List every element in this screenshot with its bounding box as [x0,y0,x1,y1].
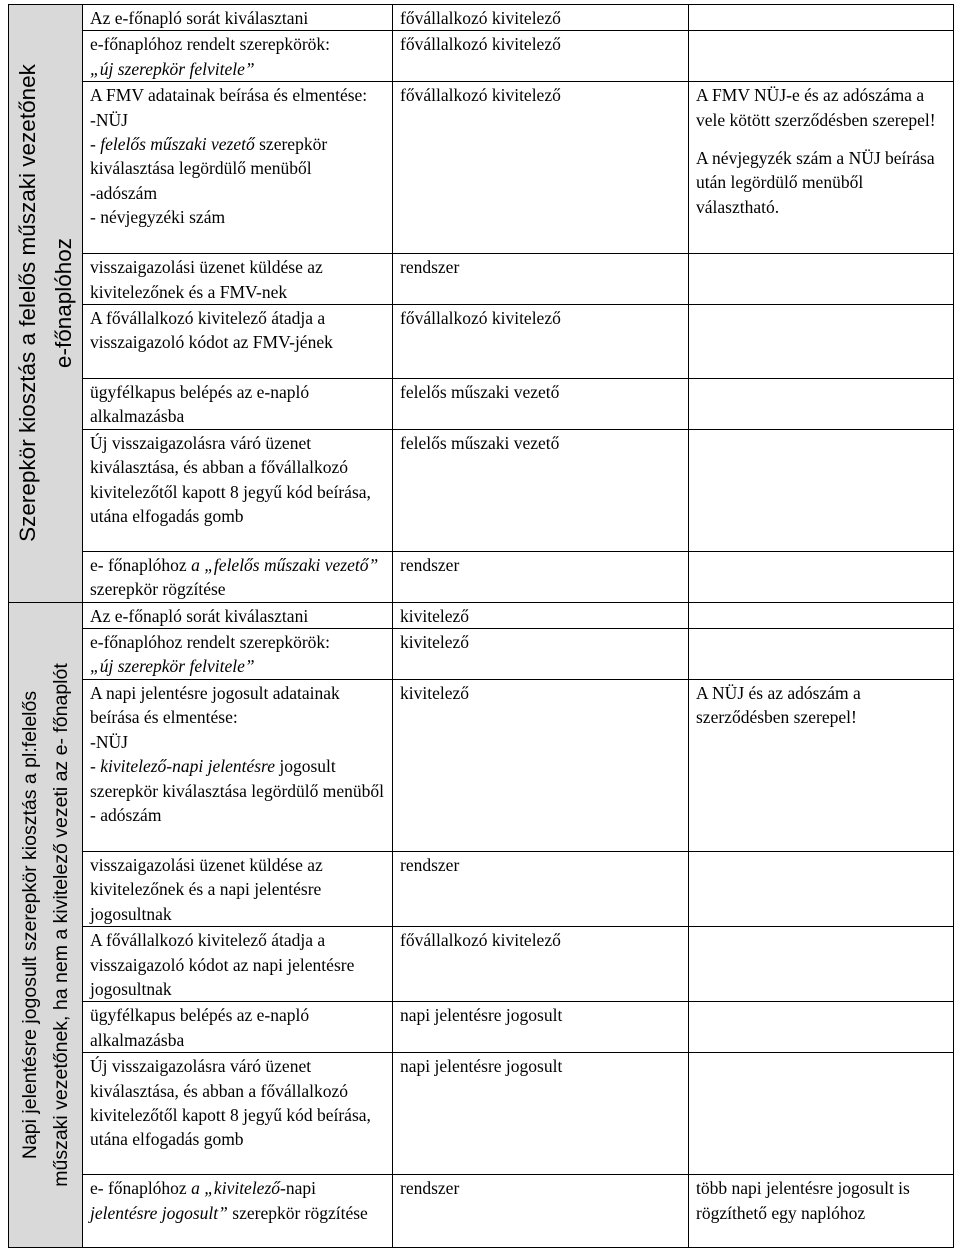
actor-cell: rendszer [393,254,689,305]
table-row [9,602,954,628]
table-row [9,379,954,430]
table-row [9,5,954,31]
actor-cell: fővállalkozó kivitelező [393,927,689,1002]
note-cell [689,305,954,379]
note-cell: A NÜJ és az adószám a szerződésben szerepel! [689,679,954,851]
step-cell: e-főnaplóhoz rendelt szerepkörök: „új szerepkör felvitele” [83,629,393,680]
section-title-cell [9,5,83,603]
table-row [9,551,954,602]
actor-cell: kivitelező [393,679,689,851]
actor-cell: kivitelező [393,629,689,680]
note-cell [689,1053,954,1175]
step-line-with-italic: - felelős műszaki vezető szerepkör kiválasztása legördülő menüből [90,134,328,179]
table-row [9,851,954,926]
step-cell: A fővállalkozó kivitelező átadja a visszaigazoló kódot az napi jelentésre jogosultnak [83,927,393,1002]
step-line-with-italic: e- főnaplóhoz a „kivitelező-napi jelentésre jogosult” szerepkör rögzítése [90,1178,368,1223]
note-cell [689,602,954,628]
step-cell: visszaigazolási üzenet küldése az kivitelezőnek és a napi jelentésre jogosultnak [83,851,393,926]
actor-cell: rendszer [393,851,689,926]
procedure-table [8,4,954,1248]
note-cell: A FMV NÜJ-e és az adószáma a vele kötött szerződésben szerepel! A névjegyzék szám a NÜJ beírása után legördülő menüből választható. [689,82,954,254]
step-cell: Az e-főnapló sorát kiválasztani [83,602,393,628]
note-cell [689,31,954,82]
actor-cell: felelős műszaki vezető [393,429,689,551]
section-title: Napi jelentésre jogosult szerepkör kiosztás a pl:felelős műszaki vezetőnek, ha nem a kivitelező vezeti az e- főnaplót [18,663,72,1187]
note-cell [689,629,954,680]
step-cell [83,1175,393,1248]
step-cell: visszaigazolási üzenet küldése az kivitelezőnek és a FMV-nek [83,254,393,305]
actor-cell: fővállalkozó kivitelező [393,31,689,82]
table-row [9,679,954,851]
table-row [9,82,954,254]
step-line-with-italic: e- főnaplóhoz a „felelős műszaki vezető” szerepkör rögzítése [90,554,379,600]
table-row [9,1053,954,1175]
note-cell [689,851,954,926]
actor-cell: fővállalkozó kivitelező [393,5,689,31]
step-cell: e-főnaplóhoz rendelt szerepkörök: „új szerepkör felvitele” [83,31,393,82]
table-row [9,1002,954,1053]
table-row [9,31,954,82]
section-title-cell [9,602,83,1247]
step-cell: Új visszaigazolásra váró üzenet kiválasztása, és abban a fővállalkozó kivitelezőtől kapott 8 jegyű kód beírása, utána elfogadás gomb [83,429,393,551]
table-row [9,629,954,680]
table-row [9,305,954,379]
section-title: Szerepkör kiosztás a felelős műszaki vezetőnek e-főnaplóhoz [14,64,76,543]
step-cell: A FMV adatainak beírása és elmentése: -NÜJ - felelős műszaki vezető szerepkör kiválasztása legördülő menüből -adószám - névjegyzéki szám [83,82,393,254]
note-cell [689,254,954,305]
step-cell: Az e-főnapló sorát kiválasztani [83,5,393,31]
actor-cell: felelős műszaki vezető [393,379,689,430]
step-line-with-italic: - kivitelező-napi jelentésre jogosult szerepkör kiválasztása legördülő menüből [90,756,384,801]
table-row [9,927,954,1002]
actor-cell: rendszer [393,1175,689,1248]
table-row [9,254,954,305]
step-cell: Új visszaigazolásra váró üzenet kiválasztása, és abban a fővállalkozó kivitelezőtől kapott 8 jegyű kód beírása, utána elfogadás gomb [83,1053,393,1175]
note-cell [689,429,954,551]
step-cell: ügyfélkapus belépés az e-napló alkalmazásba [83,379,393,430]
actor-cell: napi jelentésre jogosult [393,1002,689,1053]
table-row [9,429,954,551]
step-cell: A napi jelentésre jogosult adatainak beírása és elmentése: -NÜJ - kivitelező-napi jelentésre jogosult szerepkör kiválasztása legördülő menüből - adószám [83,679,393,851]
note-cell [689,551,954,602]
actor-cell: fővállalkozó kivitelező [393,82,689,254]
step-cell: A fővállalkozó kivitelező átadja a visszaigazoló kódot az FMV-jének [83,305,393,379]
note-cell [689,5,954,31]
note-cell [689,1002,954,1053]
actor-cell: napi jelentésre jogosult [393,1053,689,1175]
note-cell [689,927,954,1002]
step-cell [83,551,393,602]
actor-cell: kivitelező [393,602,689,628]
note-cell: több napi jelentésre jogosult is rögzíthető egy naplóhoz [689,1175,954,1248]
actor-cell: rendszer [393,551,689,602]
note-cell [689,379,954,430]
step-cell: ügyfélkapus belépés az e-napló alkalmazásba [83,1002,393,1053]
table-row [9,1175,954,1248]
actor-cell: fővállalkozó kivitelező [393,305,689,379]
